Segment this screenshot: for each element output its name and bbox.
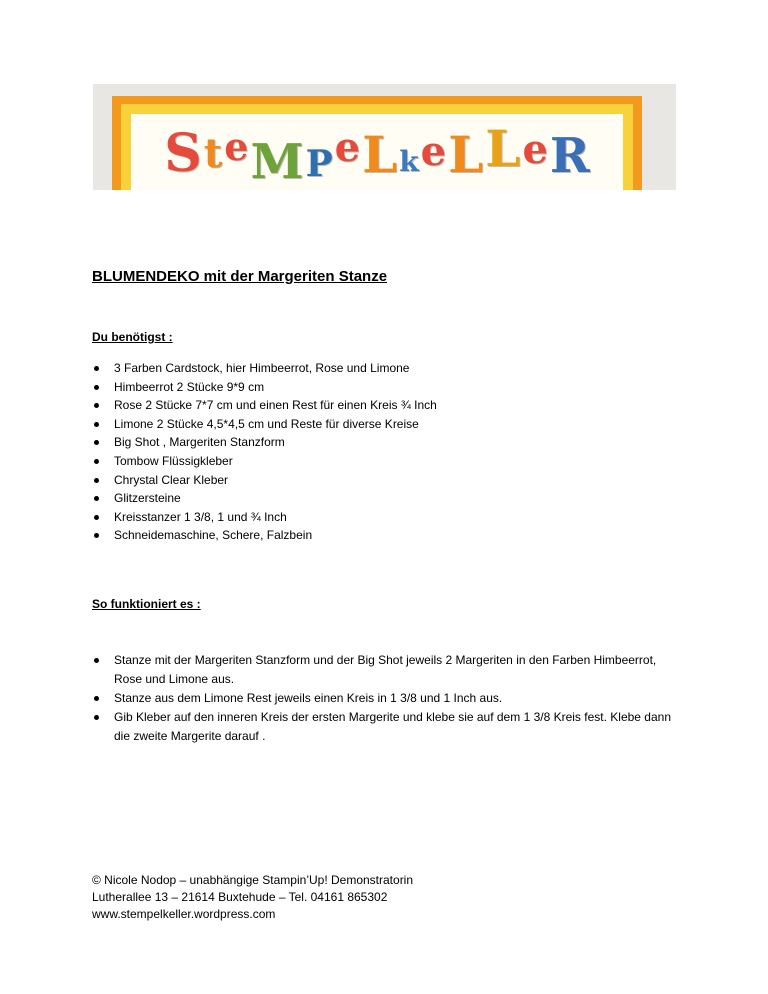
logo-letter: S xyxy=(164,123,202,184)
footer-website: www.stempelkeller.wordpress.com xyxy=(92,907,276,921)
list-item: Chrystal Clear Kleber xyxy=(92,471,437,490)
footer xyxy=(92,872,413,923)
steps-heading: So funktioniert es : xyxy=(92,597,201,611)
list-item: Stanze mit der Margeriten Stanzform und der Big Shot jeweils 2 Margeriten in den Farben Himbeerrot, Rose und Limone aus. xyxy=(92,651,682,689)
list-item: Glitzersteine xyxy=(92,489,437,508)
list-item: 3 Farben Cardstock, hier Himbeerrot, Rose und Limone xyxy=(92,359,437,378)
list-item: Kreisstanzer 1 3/8, 1 und ¾ Inch xyxy=(92,508,437,527)
logo-letter: e xyxy=(334,124,361,171)
list-item: Rose 2 Stücke 7*7 cm und einen Rest für einen Kreis ¾ Inch xyxy=(92,396,437,415)
logo-letter: L xyxy=(485,119,521,178)
footer-copyright: © Nicole Nodop – unabhängige Stampin’Up! Demonstratorin xyxy=(92,873,414,887)
logo-letter: k xyxy=(399,145,419,178)
logo-letter: R xyxy=(549,128,590,184)
logo-letter: e xyxy=(420,128,447,175)
logo-letter: t xyxy=(203,130,223,177)
logo-letter: L xyxy=(448,125,484,184)
stempelkeller-logo xyxy=(137,119,617,190)
header-banner-image xyxy=(93,84,676,190)
steps-list xyxy=(92,651,682,746)
list-item: Gib Kleber auf den inneren Kreis der ersten Margerite und klebe sie auf dem 1 3/8 Kreis fest. Klebe dann die zweite Margerite darauf . xyxy=(92,708,682,746)
list-item: Big Shot , Margeriten Stanzform xyxy=(92,433,437,452)
document-title: BLUMENDEKO mit der Margeriten Stanze xyxy=(92,268,388,285)
logo-letter: e xyxy=(522,126,548,173)
materials-list xyxy=(92,359,437,545)
list-item: Limone 2 Stücke 4,5*4,5 cm und Reste für diverse Kreise xyxy=(92,415,437,434)
list-item: Schneidemaschine, Schere, Falzbein xyxy=(92,526,437,545)
logo-letter: P xyxy=(305,143,333,185)
logo-letter: M xyxy=(250,134,304,190)
footer-address: Lutherallee 13 – 21614 Buxtehude – Tel. 04161 865302 xyxy=(92,890,388,904)
list-item: Tombow Flüssigkleber xyxy=(92,452,437,471)
logo-letter: e xyxy=(224,124,249,169)
logo-letter: L xyxy=(362,125,398,184)
list-item: Himbeerrot 2 Stücke 9*9 cm xyxy=(92,378,437,397)
list-item: Stanze aus dem Limone Rest jeweils einen Kreis in 1 3/8 und 1 Inch aus. xyxy=(92,689,682,708)
materials-heading: Du benötigst : xyxy=(92,330,173,344)
